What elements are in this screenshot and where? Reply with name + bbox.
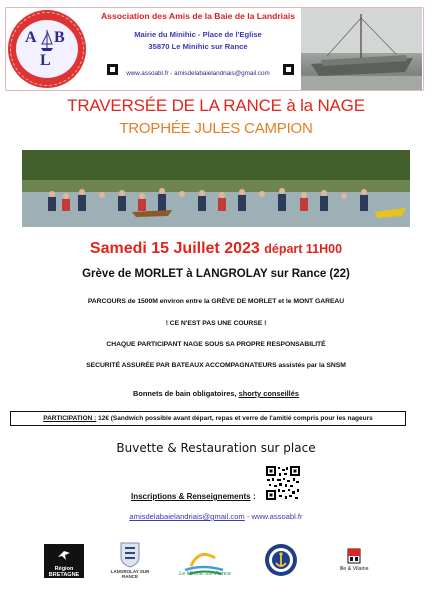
trophy-title: TROPHÉE JULES CAMPION <box>119 120 313 137</box>
inscriptions-colon: : <box>253 492 256 501</box>
address-line-1: Mairie du Minihic - Place de l'Eglise <box>134 30 262 39</box>
event-date: Samedi 15 Juillet 2023 <box>89 240 260 257</box>
association-logo <box>8 10 86 88</box>
langrolay-label: LANGROLAY SUR RANCE <box>110 569 150 579</box>
old-boat-photo <box>301 8 422 90</box>
swimmers-photo-drawing <box>22 150 410 227</box>
logo-letter-b: B <box>54 29 66 46</box>
logo-letter-l: L <box>40 52 52 69</box>
swimmers-photo <box>22 150 410 227</box>
participation-text: 12€ (Sandwich possible avant départ, repas et verre de l'amitié compris pour les nageurs <box>96 415 373 422</box>
association-name: Association des Amis de la Baie de la Landriais <box>100 11 296 21</box>
qr-code-icon[interactable] <box>265 465 301 501</box>
qr-code-drawing <box>265 465 301 501</box>
ille-et-vilaine-logo-icon <box>336 547 372 579</box>
bonnets-text: Bonnets de bain obligatoires, <box>133 389 239 398</box>
sailboat-icon <box>40 28 54 52</box>
boat-photo-drawing <box>301 8 422 90</box>
inscriptions-label: Inscriptions & Renseignements <box>131 492 251 501</box>
logo-inner <box>16 20 78 78</box>
contact-links <box>0 512 432 521</box>
region-bretagne-logo <box>44 544 84 578</box>
not-a-race-text: ! CE N'EST PAS UNE COURSE ! <box>165 320 267 327</box>
logo-letter-a: A <box>25 29 38 46</box>
contact-line: www.assoabl.fr - amisdelabaielandriais@gmail.com <box>126 70 270 77</box>
event-title: TRAVERSÉE DE LA RANCE à la NAGE <box>67 96 365 115</box>
address-line-2: 35870 Le Minihic sur Rance <box>148 42 248 51</box>
bonnets-line <box>0 389 432 398</box>
bird-icon <box>56 547 72 563</box>
participation-label: PARTICIPATION : <box>43 415 97 422</box>
parcours-text: PARCOURS de 1500M environ entre la GRÈVE DE MORLET et le MONT GAREAU <box>87 298 345 305</box>
security-text: SECURITÉ ASSURÉE PAR BATEAUX ACCOMPAGNATEURS assistés par la SNSM <box>86 362 346 369</box>
participation-box <box>10 411 406 426</box>
buvette-text: Buvette & Restauration sur place <box>116 441 316 455</box>
website-link[interactable]: www.assoabl.fr <box>251 512 303 521</box>
small-qr-icon-right <box>283 64 294 75</box>
region-label-2: BRETAGNE <box>48 572 80 578</box>
ille-et-vilaine-label: Ille & Vilaine <box>339 566 369 572</box>
event-place: Grève de MORLET à LANGROLAY sur Rance (22) <box>82 268 350 280</box>
link-separator: - <box>244 512 252 521</box>
minihic-label: Le Minihic-sur-Rance <box>179 571 231 577</box>
snsm-logo-icon <box>264 543 298 577</box>
responsibility-text: CHAQUE PARTICIPANT NAGE SOUS SA PROPRE RESPONSABILITÉ <box>106 341 326 348</box>
langrolay-crest-icon <box>120 542 140 568</box>
date-line <box>0 240 432 258</box>
departure-time: départ 11H00 <box>264 242 343 256</box>
shorty-text: shorty conseillés <box>238 389 299 398</box>
region-label-1: Région <box>54 566 74 572</box>
email-link[interactable]: amisdelabaielandriais@gmail.com <box>129 512 245 521</box>
